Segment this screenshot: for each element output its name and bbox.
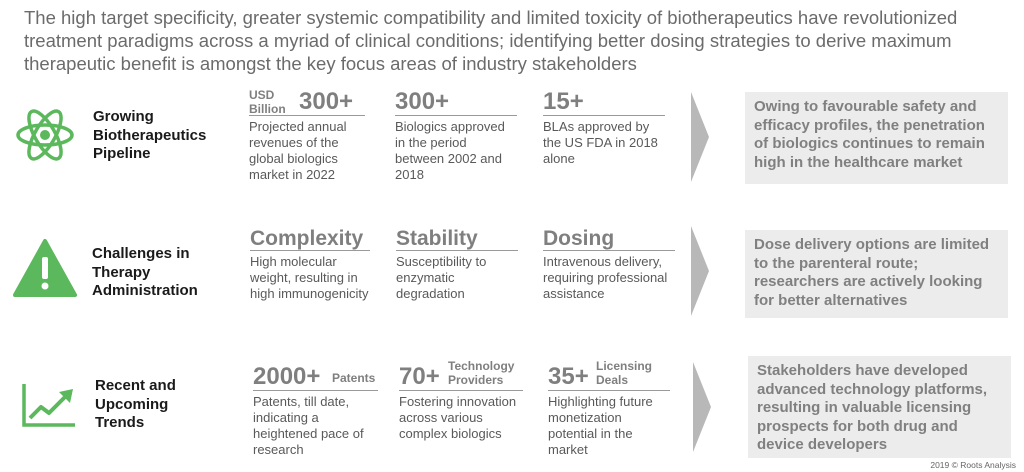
row-title: Growing Biotherapeutics Pipeline: [93, 108, 207, 162]
chevron-right-icon: [693, 362, 711, 457]
stat-description: Highlighting future monetization potential in the market: [548, 394, 653, 457]
row-challenges: [0, 220, 1024, 330]
stat-prefix: USD Billion: [249, 88, 286, 116]
stat-description: Intravenous delivery, requiring professional assistance: [543, 254, 668, 301]
stat-value: 35+: [548, 363, 589, 390]
row-pipeline: [0, 84, 1024, 194]
stat-description: Patents, till date, indicating a heightened pace of research: [253, 394, 364, 457]
stat-description: Susceptibility to enzymatic degradation: [396, 254, 487, 301]
stat-value: 300+: [395, 88, 450, 115]
stat-value: Complexity: [250, 226, 370, 251]
summary-panel: Stakeholders have developed advanced technology platforms, resulting in valuable licensing prospects for both drug and device developers: [748, 356, 1011, 458]
stat-card: [395, 87, 517, 183]
stat-description: Fostering innovation across various complex biologics: [399, 394, 517, 441]
row-trends: [0, 354, 1024, 464]
chevron-right-icon: [691, 226, 709, 321]
summary-panel: Dose delivery options are limited to the parenteral route; researchers are actively looking for better alternatives: [745, 230, 1008, 318]
stat-value: 15+: [543, 88, 584, 115]
trend-chart-icon: [21, 382, 77, 433]
stat-card: [548, 358, 670, 458]
stat-suffix: Technology Providers: [448, 359, 515, 387]
intro-text: The high target specificity, greater systemic compatibility and limited toxicity of biotherapeutics have revolutionized treatment paradigms across a myriad of clinical conditions; identifying better dosing strategies to derive maximum therapeutic benefit is amongst the key focus areas of industry stakeholders: [24, 7, 958, 74]
chevron-right-icon: [691, 92, 709, 187]
stat-suffix: Patents: [332, 371, 376, 385]
stat-card: [543, 226, 675, 302]
atom-icon: [16, 106, 74, 169]
stat-description: Projected annual revenues of the global biologics market in 2022: [249, 119, 347, 182]
stat-description: BLAs approved by the US FDA in 2018 alone: [543, 119, 658, 166]
stat-card: [399, 358, 523, 442]
stat-card: [543, 87, 665, 167]
copyright-footer: 2019 © Roots Analysis: [930, 460, 1016, 470]
stat-card: [250, 226, 370, 302]
row-title: Challenges in Therapy Administration: [92, 245, 198, 299]
stat-value: 2000+: [253, 363, 321, 390]
stat-value: 70+: [399, 363, 440, 390]
summary-panel: Owing to favourable safety and efficacy profiles, the penetration of biologics continues to remain high in the healthcare market: [745, 92, 1008, 184]
row-title: Recent and Upcoming Trends: [95, 377, 176, 431]
stat-card: [249, 87, 365, 183]
stat-suffix: Licensing Deals: [596, 359, 653, 387]
stat-description: High molecular weight, resulting in high immunogenicity: [250, 254, 369, 301]
warning-icon: [13, 238, 77, 303]
stat-card: [253, 358, 378, 458]
stat-value: Stability: [396, 226, 518, 251]
stat-value: 300+: [299, 88, 354, 115]
stat-card: [396, 226, 518, 302]
stat-value: Dosing: [543, 226, 675, 251]
stat-description: Biologics approved in the period between 2002 and 2018: [395, 119, 505, 182]
